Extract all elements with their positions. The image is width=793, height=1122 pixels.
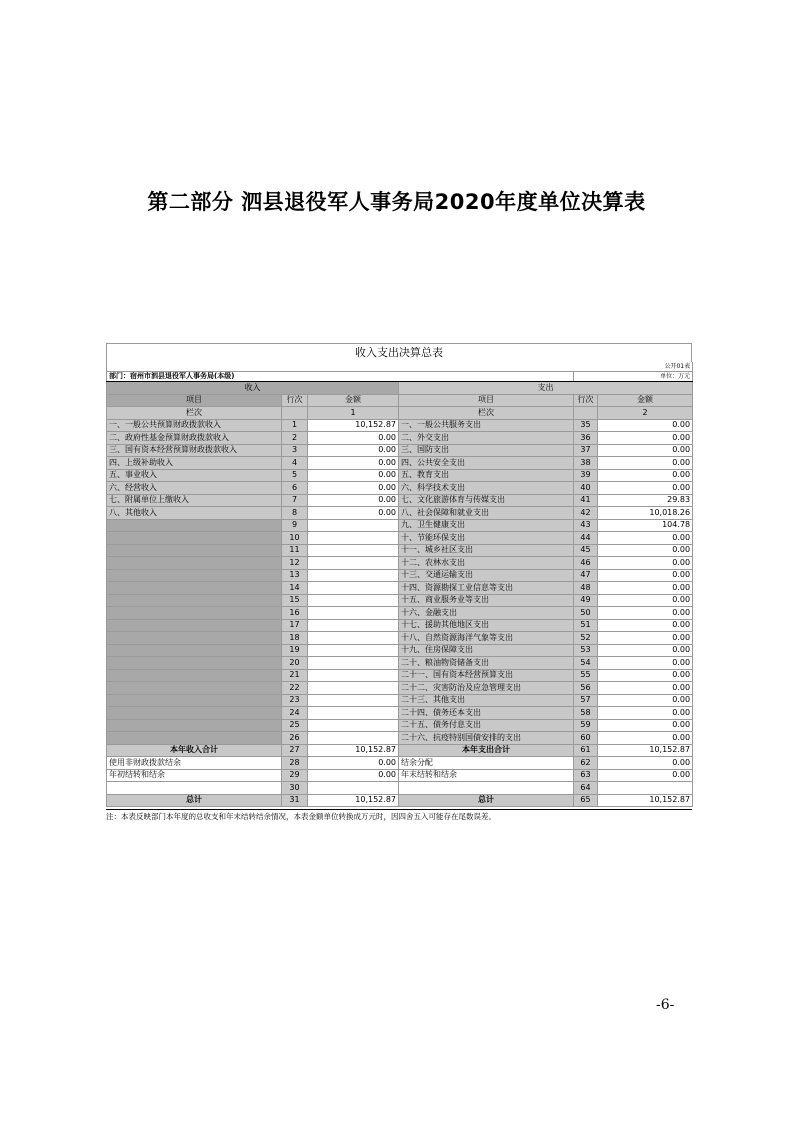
income-item (107, 557, 282, 570)
income-line: 7 (282, 494, 308, 507)
expense-line: 45 (574, 544, 598, 557)
income-line: 1 (282, 419, 308, 432)
expense-amount: 0.00 (598, 432, 693, 445)
income-item (107, 532, 282, 545)
expense-item: 三、国防支出 (399, 444, 574, 457)
table-row (107, 457, 693, 470)
income-item: 一、一般公共预算财政拨款收入 (107, 419, 282, 432)
table-row (107, 494, 693, 507)
income-header: 收入 (107, 382, 399, 395)
table-row (107, 657, 693, 670)
income-line: 28 (282, 757, 308, 770)
section-header-row (107, 382, 693, 395)
expense-line: 59 (574, 719, 598, 732)
income-item (107, 707, 282, 720)
expense-item: 五、教育支出 (399, 469, 574, 482)
income-amount (308, 782, 399, 795)
income-amount (308, 519, 399, 532)
expense-amount: 0.00 (598, 644, 693, 657)
expense-item: 十五、商业服务业等支出 (399, 594, 574, 607)
income-item (107, 669, 282, 682)
income-item: 二、政府性基金预算财政拨款收入 (107, 432, 282, 445)
table-note: 注：本表反映部门本年度的总收支和年末结转结余情况，本表金额单位转换成万元时，因四舍五入可能存在尾数误差。 (106, 809, 692, 822)
expense-line: 53 (574, 644, 598, 657)
expense-line: 39 (574, 469, 598, 482)
table-row (107, 707, 693, 720)
expense-item: 十三、交通运输支出 (399, 569, 574, 582)
income-amount: 0.00 (308, 457, 399, 470)
lanci-2: 2 (598, 407, 693, 420)
table-row (107, 694, 693, 707)
income-line: 8 (282, 507, 308, 520)
income-amount (308, 607, 399, 620)
income-amount (308, 544, 399, 557)
income-line: 29 (282, 769, 308, 782)
table-row (107, 419, 693, 432)
expense-line: 54 (574, 657, 598, 670)
income-item (107, 594, 282, 607)
expense-amount: 0.00 (598, 444, 693, 457)
expense-item: 十七、援助其他地区支出 (399, 619, 574, 632)
table-row (107, 644, 693, 657)
income-item (107, 657, 282, 670)
expense-line: 52 (574, 632, 598, 645)
document-title: 第二部分 泗县退役军人事务局2020年度单位决算表 (147, 190, 646, 214)
form-code-row (107, 362, 693, 372)
sheet-title: 收入支出决算总表 (106, 343, 692, 362)
expense-item: 十六、金融支出 (399, 607, 574, 620)
expense-line: 42 (574, 507, 598, 520)
income-line: 19 (282, 644, 308, 657)
expense-line: 65 (574, 794, 598, 807)
table-row (107, 732, 693, 745)
income-line: 2 (282, 432, 308, 445)
expense-amount: 0.00 (598, 569, 693, 582)
income-line: 12 (282, 557, 308, 570)
unit-label: 单位：万元 (574, 372, 693, 382)
income-item: 八、其他收入 (107, 507, 282, 520)
table-row (107, 619, 693, 632)
income-amount (308, 582, 399, 595)
expense-line: 50 (574, 607, 598, 620)
table-row (107, 507, 693, 520)
table-row (107, 482, 693, 495)
expense-item: 九、卫生健康支出 (399, 519, 574, 532)
lanci-1: 1 (308, 407, 399, 420)
expense-item: 二十五、债务付息支出 (399, 719, 574, 732)
expense-amount: 0.00 (598, 682, 693, 695)
income-col-amount: 金额 (308, 394, 399, 407)
expense-item: 七、文化旅游体育与传媒支出 (399, 494, 574, 507)
expense-line: 47 (574, 569, 598, 582)
income-line: 4 (282, 457, 308, 470)
income-item (107, 682, 282, 695)
income-line: 24 (282, 707, 308, 720)
expense-amount: 0.00 (598, 469, 693, 482)
income-line: 11 (282, 544, 308, 557)
income-amount: 0.00 (308, 769, 399, 782)
income-line: 20 (282, 657, 308, 670)
table-row (107, 444, 693, 457)
table-row (107, 519, 693, 532)
expense-item: 二十、粮油物资储备支出 (399, 657, 574, 670)
income-amount (308, 669, 399, 682)
income-amount (308, 719, 399, 732)
total-row (107, 794, 693, 807)
expense-amount: 0.00 (598, 607, 693, 620)
table-row (107, 719, 693, 732)
income-line: 5 (282, 469, 308, 482)
table-row (107, 569, 693, 582)
expense-line: 51 (574, 619, 598, 632)
expense-line: 48 (574, 582, 598, 595)
expense-item (399, 782, 574, 795)
income-amount (308, 632, 399, 645)
expense-col-amount: 金额 (598, 394, 693, 407)
income-amount (308, 732, 399, 745)
page-number: -6- (656, 997, 675, 1013)
expense-item: 二十一、国有资本经营预算支出 (399, 669, 574, 682)
expense-item: 二十四、债务还本支出 (399, 707, 574, 720)
expense-item: 十二、农林水支出 (399, 557, 574, 570)
expense-item: 十四、资源勘探工业信息等支出 (399, 582, 574, 595)
expense-amount: 10,152.87 (598, 744, 693, 757)
income-line: 23 (282, 694, 308, 707)
income-item: 六、经营收入 (107, 482, 282, 495)
income-amount (308, 569, 399, 582)
income-col-line: 行次 (282, 394, 308, 407)
expense-line: 62 (574, 757, 598, 770)
expense-item: 一、一般公共服务支出 (399, 419, 574, 432)
income-amount (308, 619, 399, 632)
expense-lanci: 栏次 (399, 407, 574, 420)
expense-item: 六、科学技术支出 (399, 482, 574, 495)
income-amount (308, 644, 399, 657)
expense-amount: 0.00 (598, 632, 693, 645)
extra-row (107, 757, 693, 770)
expense-amount: 0.00 (598, 619, 693, 632)
income-amount: 10,152.87 (308, 744, 399, 757)
income-line: 9 (282, 519, 308, 532)
income-amount: 0.00 (308, 469, 399, 482)
table-row (107, 594, 693, 607)
expense-amount: 0.00 (598, 482, 693, 495)
expense-line: 44 (574, 532, 598, 545)
expense-line: 57 (574, 694, 598, 707)
expense-item: 二十六、抗疫特别国债安排的支出 (399, 732, 574, 745)
expense-amount: 10,018.26 (598, 507, 693, 520)
table-row (107, 432, 693, 445)
income-line: 3 (282, 444, 308, 457)
income-lanci: 栏次 (107, 407, 282, 420)
income-amount: 10,152.87 (308, 794, 399, 807)
expense-amount: 0.00 (598, 669, 693, 682)
income-amount (308, 694, 399, 707)
income-item (107, 632, 282, 645)
income-line: 22 (282, 682, 308, 695)
income-amount (308, 707, 399, 720)
summary-sheet (106, 343, 692, 822)
expense-item: 总计 (399, 794, 574, 807)
lanci-row (107, 407, 693, 420)
expense-item: 二十二、灾害防治及应急管理支出 (399, 682, 574, 695)
income-line: 6 (282, 482, 308, 495)
expense-amount: 0.00 (598, 594, 693, 607)
income-item: 使用非财政拨款结余 (107, 757, 282, 770)
table-row (107, 582, 693, 595)
expense-amount: 0.00 (598, 694, 693, 707)
expense-line: 63 (574, 769, 598, 782)
expense-line: 36 (574, 432, 598, 445)
income-item: 三、国有资本经营预算财政拨款收入 (107, 444, 282, 457)
income-line: 21 (282, 669, 308, 682)
expense-col-line: 行次 (574, 394, 598, 407)
expense-line: 40 (574, 482, 598, 495)
table-row (107, 469, 693, 482)
expense-item: 年末结转和结余 (399, 769, 574, 782)
extra-row (107, 782, 693, 795)
income-line: 18 (282, 632, 308, 645)
income-amount (308, 682, 399, 695)
expense-item: 十一、城乡社区支出 (399, 544, 574, 557)
department-row (107, 372, 693, 382)
income-line: 31 (282, 794, 308, 807)
income-item (107, 519, 282, 532)
income-item (107, 582, 282, 595)
expense-amount: 0.00 (598, 457, 693, 470)
income-line: 15 (282, 594, 308, 607)
expense-item: 十八、自然资源海洋气象等支出 (399, 632, 574, 645)
income-item (107, 782, 282, 795)
expense-line: 49 (574, 594, 598, 607)
expense-amount: 0.00 (598, 582, 693, 595)
expense-amount: 0.00 (598, 557, 693, 570)
table-row (107, 532, 693, 545)
income-item (107, 732, 282, 745)
income-expense-table (106, 362, 693, 807)
expense-line: 61 (574, 744, 598, 757)
income-amount (308, 557, 399, 570)
expense-line: 58 (574, 707, 598, 720)
expense-amount: 0.00 (598, 719, 693, 732)
income-line: 25 (282, 719, 308, 732)
income-line: 10 (282, 532, 308, 545)
income-amount: 0.00 (308, 757, 399, 770)
income-item (107, 619, 282, 632)
income-amount: 0.00 (308, 444, 399, 457)
form-code: 公开01表 (107, 362, 693, 372)
income-amount: 0.00 (308, 432, 399, 445)
income-line: 27 (282, 744, 308, 757)
income-item (107, 694, 282, 707)
expense-col-item: 项目 (399, 394, 574, 407)
table-row (107, 632, 693, 645)
income-amount: 0.00 (308, 494, 399, 507)
expense-amount: 10,152.87 (598, 794, 693, 807)
income-line: 14 (282, 582, 308, 595)
column-header-row (107, 394, 693, 407)
expense-amount: 29.83 (598, 494, 693, 507)
expense-amount: 0.00 (598, 757, 693, 770)
income-item: 五、事业收入 (107, 469, 282, 482)
income-amount (308, 657, 399, 670)
expense-line: 43 (574, 519, 598, 532)
expense-amount: 0.00 (598, 732, 693, 745)
expense-line: 41 (574, 494, 598, 507)
expense-line: 46 (574, 557, 598, 570)
expense-amount: 0.00 (598, 707, 693, 720)
income-line: 17 (282, 619, 308, 632)
table-row (107, 557, 693, 570)
income-line: 13 (282, 569, 308, 582)
income-item (107, 569, 282, 582)
income-item: 本年收入合计 (107, 744, 282, 757)
income-col-item: 项目 (107, 394, 282, 407)
expense-item: 二、外交支出 (399, 432, 574, 445)
income-item (107, 644, 282, 657)
income-item: 四、上级补助收入 (107, 457, 282, 470)
income-item: 七、附属单位上缴收入 (107, 494, 282, 507)
expense-amount: 0.00 (598, 419, 693, 432)
income-amount: 0.00 (308, 482, 399, 495)
expense-item: 四、公共安全支出 (399, 457, 574, 470)
income-amount: 0.00 (308, 507, 399, 520)
income-amount (308, 532, 399, 545)
expense-item: 十、节能环保支出 (399, 532, 574, 545)
expense-line: 55 (574, 669, 598, 682)
income-line: 26 (282, 732, 308, 745)
expense-item: 本年支出合计 (399, 744, 574, 757)
table-row (107, 544, 693, 557)
expense-item: 二十三、其他支出 (399, 694, 574, 707)
income-amount (308, 594, 399, 607)
income-item: 年初结转和结余 (107, 769, 282, 782)
income-item: 总计 (107, 794, 282, 807)
expense-line: 37 (574, 444, 598, 457)
expense-amount: 0.00 (598, 544, 693, 557)
expense-amount: 0.00 (598, 532, 693, 545)
department-label: 部门：宿州市泗县退役军人事务局(本级) (107, 372, 574, 382)
expense-line: 38 (574, 457, 598, 470)
table-row (107, 607, 693, 620)
extra-row (107, 769, 693, 782)
expense-header: 支出 (399, 382, 693, 395)
expense-amount: 104.78 (598, 519, 693, 532)
income-item (107, 719, 282, 732)
expense-line: 35 (574, 419, 598, 432)
expense-item: 十九、住房保障支出 (399, 644, 574, 657)
table-row (107, 682, 693, 695)
expense-amount (598, 782, 693, 795)
expense-amount: 0.00 (598, 769, 693, 782)
income-line: 16 (282, 607, 308, 620)
table-row (107, 669, 693, 682)
income-item (107, 607, 282, 620)
expense-amount: 0.00 (598, 657, 693, 670)
income-amount: 10,152.87 (308, 419, 399, 432)
expense-item: 八、社会保障和就业支出 (399, 507, 574, 520)
expense-line: 56 (574, 682, 598, 695)
income-line: 30 (282, 782, 308, 795)
subtotal-row (107, 744, 693, 757)
expense-line: 60 (574, 732, 598, 745)
expense-item: 结余分配 (399, 757, 574, 770)
income-item (107, 544, 282, 557)
expense-line: 64 (574, 782, 598, 795)
